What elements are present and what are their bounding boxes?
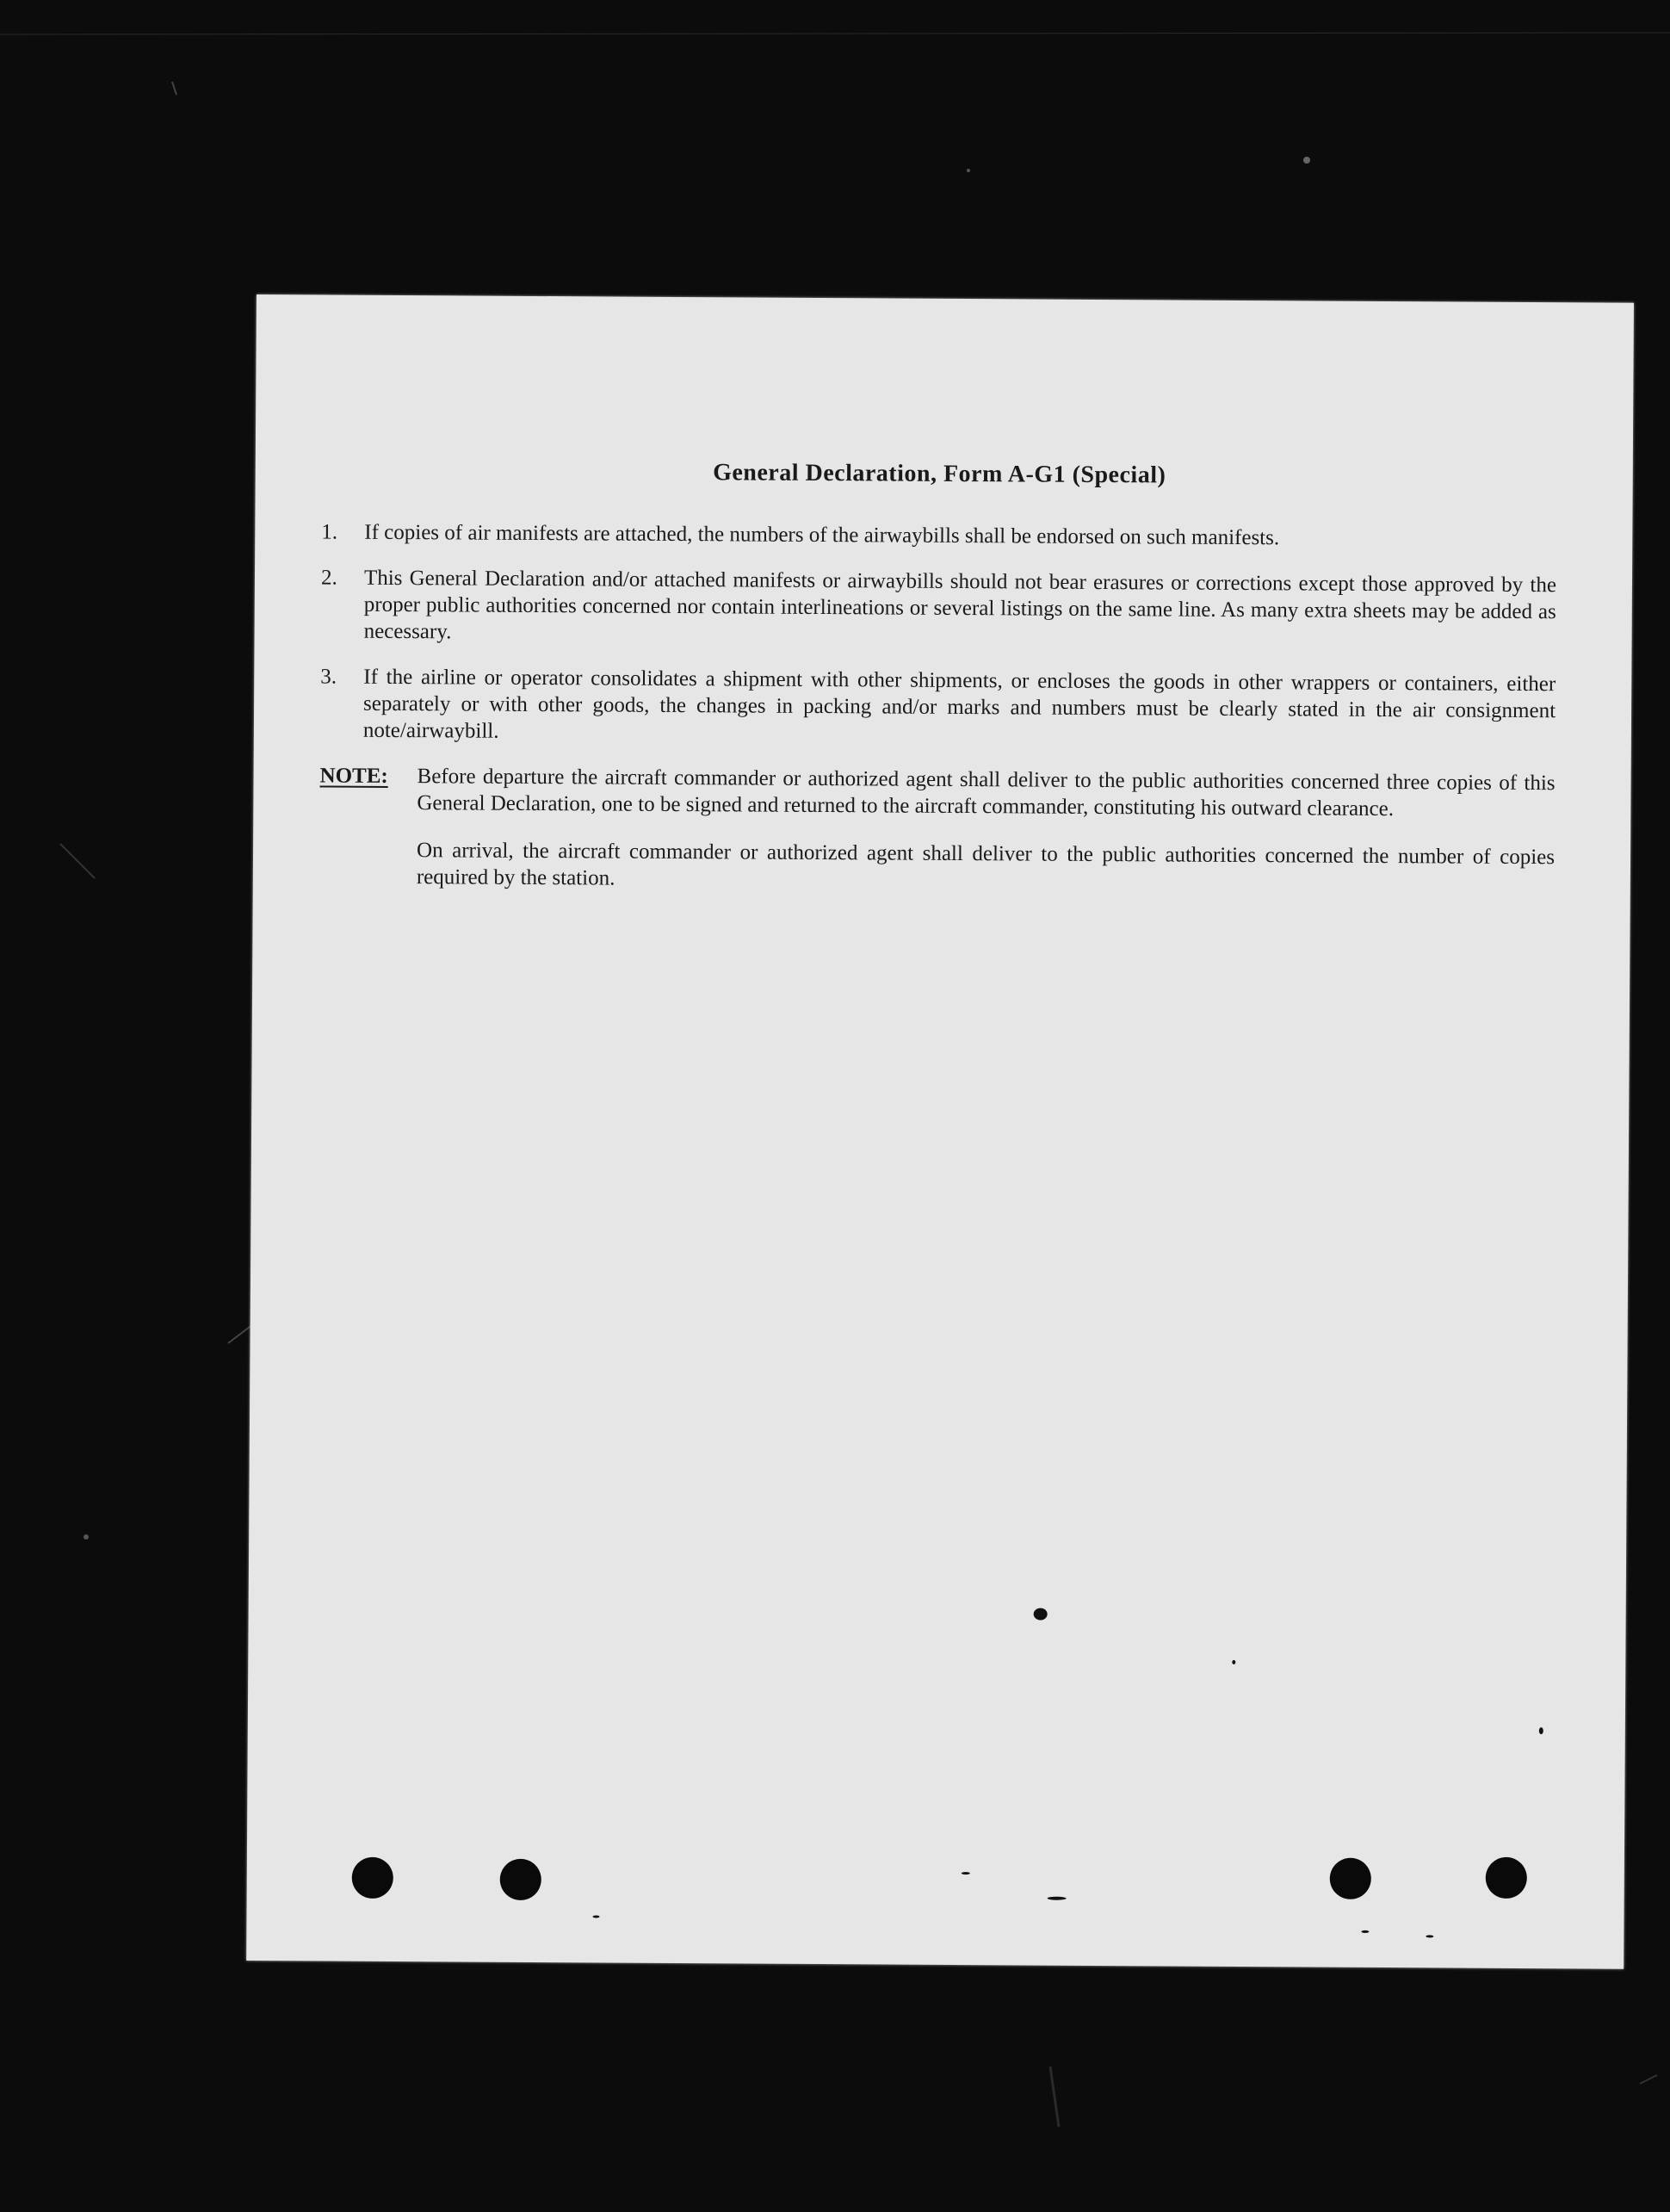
speck bbox=[1034, 1608, 1048, 1620]
list-item bbox=[321, 564, 1557, 652]
speck bbox=[1539, 1727, 1543, 1734]
note-body bbox=[417, 763, 1556, 918]
speck bbox=[1048, 1897, 1067, 1900]
item-text: If the airline or operator consolidates a shipment with other shipments, or encloses the goods in other wrappers or containers, either separately or with other goods, the changes in packing and/or marks and numbers must be clearly stated in the air consignment note/airwaybill. bbox=[362, 665, 1556, 743]
punch-hole bbox=[1330, 1858, 1371, 1899]
document-page bbox=[246, 294, 1634, 1969]
punch-hole bbox=[1486, 1857, 1527, 1899]
speck bbox=[1426, 1935, 1433, 1937]
note-paragraph: Before departure the aircraft commander or authorized agent shall deliver to the public authorities concerned three copies of this General Declaration, one to be signed and returned to the aircraft commander, constituting his outward clearance. bbox=[417, 765, 1556, 821]
item-text: This General Declaration and/or attached manifests or airwaybills should not bear erasures or corrections except those approved by the proper public authorities concerned nor contain interlineations or several listings on the same line. As many extra sheets may be added as necessary. bbox=[363, 566, 1557, 644]
speck bbox=[962, 1872, 970, 1874]
page-content bbox=[319, 456, 1557, 918]
speck bbox=[592, 1915, 599, 1918]
list-item bbox=[321, 518, 1556, 553]
speck bbox=[1232, 1660, 1235, 1664]
item-number: 3. bbox=[320, 665, 337, 689]
punch-hole bbox=[352, 1857, 393, 1899]
note-label: NOTE: bbox=[319, 764, 388, 788]
note-section bbox=[319, 762, 1556, 918]
item-text: If copies of air manifests are attached, the numbers of the airwaybills shall be endorsed on such manifests. bbox=[364, 520, 1280, 550]
speck bbox=[1361, 1930, 1369, 1933]
note-paragraph: On arrival, the aircraft commander or authorized agent shall deliver to the public authorities concerned the number of copies required by the station. bbox=[416, 839, 1556, 890]
list-item bbox=[320, 663, 1556, 751]
punch-hole bbox=[500, 1859, 541, 1900]
item-number: 2. bbox=[320, 566, 337, 590]
item-number: 1. bbox=[321, 520, 338, 544]
page-title: General Declaration, Form A-G1 (Special) bbox=[713, 459, 1166, 489]
